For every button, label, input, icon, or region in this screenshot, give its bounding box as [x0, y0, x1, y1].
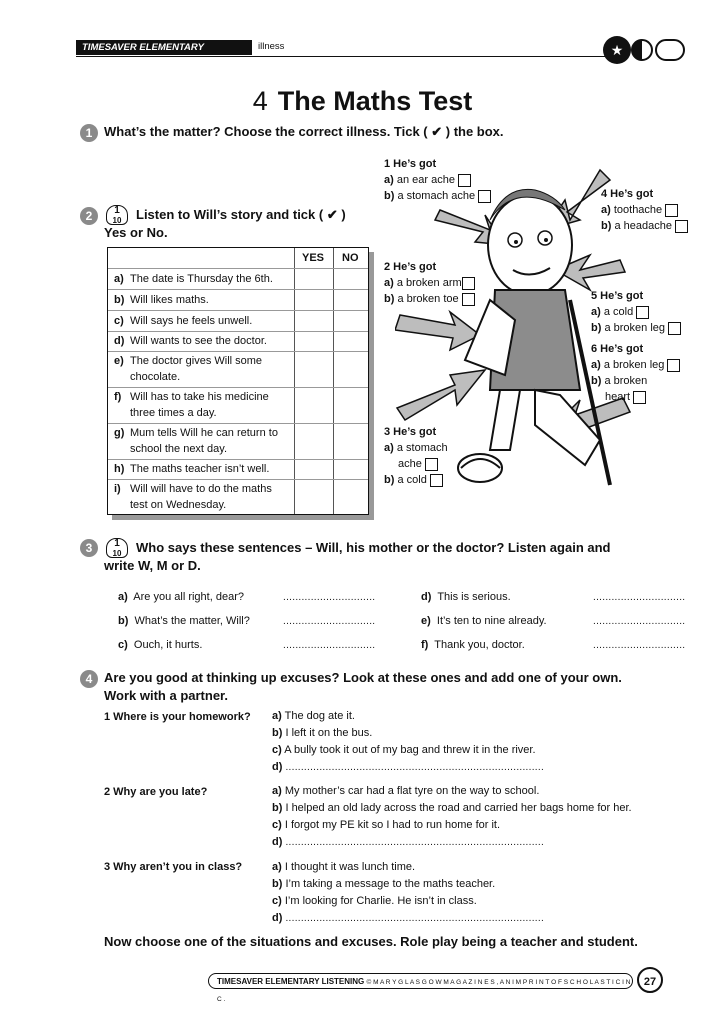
section-4-number: 4: [80, 670, 98, 688]
answer-line[interactable]: ..............................: [283, 592, 376, 603]
illness-group-5: 5 He’s got a) a cold b) a broken leg: [591, 288, 681, 336]
tick-box[interactable]: [636, 306, 649, 319]
table-row: b) Will likes maths.: [114, 294, 209, 306]
page-number: 27: [637, 967, 663, 993]
no-header: NO: [342, 252, 359, 264]
s3-item: c) Ouch, it hurts.: [118, 639, 203, 651]
tick-box[interactable]: [667, 359, 680, 372]
header-series-bar: TIMESAVER ELEMENTARY LISTENING: [76, 40, 252, 55]
level-half-circle-icon: [631, 39, 653, 61]
section-1-instruction: What’s the matter? Choose the correct illness. Tick ( ✔ ) the box.: [104, 124, 504, 139]
section-2-instruction-line1: Listen to Will’s story and tick ( ✔ ): [136, 207, 346, 222]
page-title: [0, 86, 725, 117]
table-row: d) Will wants to see the doctor.: [114, 335, 267, 347]
section-3-instruction-line1: Who says these sentences – Will, his mother or the doctor? Listen again and: [136, 540, 611, 555]
excuse-answers: a) I thought it was lunch time. b) I’m taking a message to the maths teacher. c) I’m looking for Charlie. He isn’t in class. d) ....................................................................................: [272, 861, 545, 924]
table-row: f) Will has to take his medicine three times a day.: [114, 391, 269, 419]
section-4-instruction-line2: Work with a partner.: [104, 688, 229, 703]
tick-box[interactable]: [665, 204, 678, 217]
tick-box[interactable]: [675, 220, 688, 233]
closing-instruction: Now choose one of the situations and excuses. Role play being a teacher and student.: [104, 934, 638, 949]
section-4-instruction-line1: Are you good at thinking up excuses? Look at these ones and add one of your own.: [104, 670, 622, 685]
excuse-question: 2 Why are you late?: [104, 786, 208, 798]
table-row: i) Will will have to do the maths test on Wednesday.: [114, 483, 272, 511]
illness-group-2: 2 He’s got a) a broken arm b) a broken toe: [384, 259, 475, 307]
level-pill-icon: [655, 39, 685, 61]
yes-no-table: [107, 247, 369, 515]
cd-track-icon: 1 10: [106, 205, 128, 225]
header-rule: [76, 56, 616, 57]
tick-box[interactable]: [462, 293, 475, 306]
illness-group-4: 4 He’s got a) toothache b) a headache: [601, 186, 688, 234]
table-row: c) Will says he feels unwell.: [114, 315, 253, 327]
header-topic: illness: [258, 41, 285, 52]
title-number: 4: [252, 86, 268, 116]
illness-group-3: 3 He’s got a) a stomach ache b) a cold: [384, 426, 448, 486]
s3-item: a) Are you all right, dear?: [118, 591, 244, 603]
s3-item: b) What’s the matter, Will?: [118, 615, 250, 627]
answer-line[interactable]: ..............................: [593, 616, 686, 627]
tick-box[interactable]: [430, 474, 443, 487]
section-2-instruction-line2: Yes or No.: [104, 225, 168, 240]
section-3-number: 3: [80, 539, 98, 557]
illness-group-6: 6 He’s got a) a broken leg b) a broken heart: [591, 341, 680, 405]
tick-box[interactable]: [633, 391, 646, 404]
footer-copyright: © M A R Y G L A S G O W M A G A Z I N E S , A N I M P R I N T O F S C H O L A S T I C I N C .: [217, 979, 631, 1003]
excuse-answers: a) My mother’s car had a flat tyre on the way to school. b) I helped an old lady across the road and carried her bags home for her. c) I forgot my PE kit so I had to run home for it. d) ....................................................................................: [272, 785, 632, 848]
answer-line[interactable]: ..............................: [283, 616, 376, 627]
section-3-instruction-line2: write W, M or D.: [104, 558, 201, 573]
answer-line[interactable]: ....................................................................................: [285, 762, 545, 773]
excuse-answers: a) The dog ate it. b) I left it on the bus. c) A bully took it out of my bag and threw it in the river. d) ....................................................................................: [272, 710, 545, 773]
table-row: a) The date is Thursday the 6th.: [114, 273, 273, 285]
cd-track-icon: 1 10: [106, 538, 128, 558]
s3-item: e) It’s ten to nine already.: [421, 615, 547, 627]
tick-box[interactable]: [462, 277, 475, 290]
answer-line[interactable]: ....................................................................................: [285, 913, 545, 924]
excuse-question: 1 Where is your homework?: [104, 711, 251, 723]
table-row: h) The maths teacher isn’t well.: [114, 463, 270, 475]
answer-line[interactable]: ..............................: [283, 640, 376, 651]
title-text: The Maths Test: [277, 86, 473, 116]
excuse-question: 3 Why aren’t you in class?: [104, 861, 243, 873]
s3-item: f) Thank you, doctor.: [421, 639, 525, 651]
yes-header: YES: [302, 252, 325, 264]
footer-series: TIMESAVER ELEMENTARY LISTENING: [217, 977, 365, 986]
table-row: e) The doctor gives Will some chocolate.: [114, 355, 263, 383]
answer-line[interactable]: ..............................: [593, 592, 686, 603]
answer-line[interactable]: ....................................................................................: [285, 837, 545, 848]
table-row: g) Mum tells Will he can return to school the next day.: [114, 427, 278, 455]
section-2-number: 2: [80, 207, 98, 225]
illness-group-1: 1 He’s got a) an ear ache b) a stomach ache: [384, 156, 491, 204]
footer-bar: [208, 973, 633, 1003]
answer-line[interactable]: ..............................: [593, 640, 686, 651]
tick-box[interactable]: [668, 322, 681, 335]
section-1-number: 1: [80, 124, 98, 142]
s3-item: d) This is serious.: [421, 591, 511, 603]
tick-box[interactable]: [425, 458, 438, 471]
star-icon: ★: [603, 36, 631, 64]
tick-box[interactable]: [478, 190, 491, 203]
tick-box[interactable]: [458, 174, 471, 187]
